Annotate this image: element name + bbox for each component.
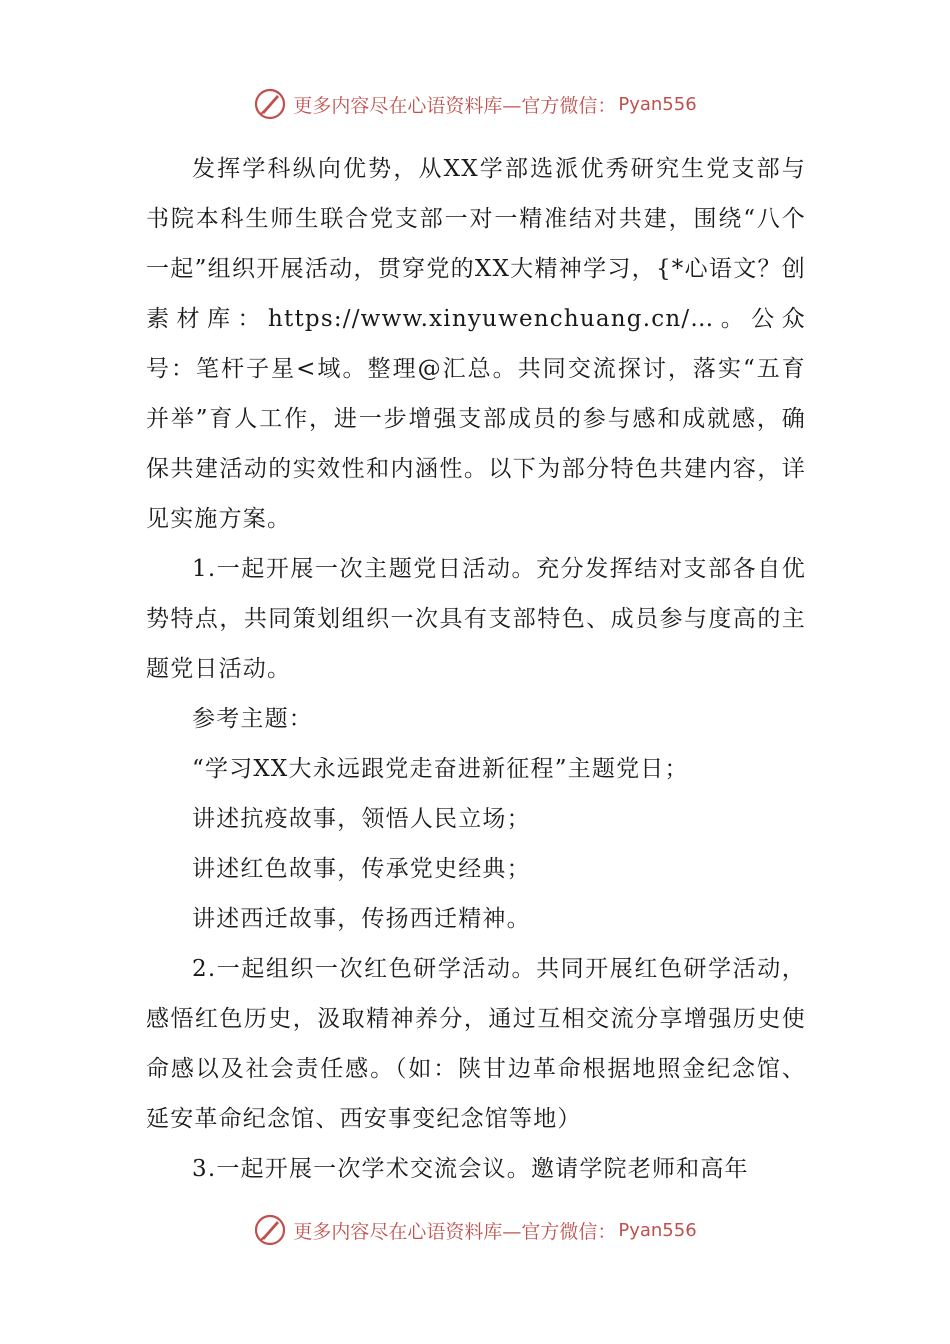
watermark-text: 更多内容尽在心语资料库—官方微信：	[293, 94, 617, 117]
paragraph-reference-3: 讲述红色故事，传承党史经典；	[192, 856, 531, 882]
paragraph-reference-1: “学习XX大永远跟党走奋进新征程”主题党日；	[192, 756, 689, 782]
paragraph-reference-heading: 参考主题：	[192, 706, 313, 732]
footer-watermark	[0, 1210, 950, 1250]
header-watermark	[0, 84, 950, 124]
quill-logo-icon	[253, 87, 287, 121]
paragraph-reference-4: 讲述西迁故事，传扬西迁精神。	[192, 906, 531, 932]
paragraph-item-2: 2.一起组织一次红色研学活动。共同开展红色研学活动，感悟红色历史，汲取精神养分，通过互相交流分享增强历史使命感以及社会责任感。（如：陕甘边革命根据地照金纪念馆、延安革命纪念馆、西安事变纪念馆等地）	[146, 956, 806, 1132]
watermark-id: Pyan556	[618, 93, 697, 115]
quill-logo-icon	[253, 1213, 287, 1247]
watermark-text: 更多内容尽在心语资料库—官方微信：	[293, 1220, 617, 1243]
paragraph-item-3: 3.一起开展一次学术交流会议。邀请学院老师和高年	[192, 1156, 749, 1182]
paragraph-item-1: 1.一起开展一次主题党日活动。充分发挥结对支部各自优势特点，共同策划组织一次具有支部特色、成员参与度高的主题党日活动。	[146, 556, 806, 682]
document-body	[146, 144, 806, 1194]
watermark-id: Pyan556	[618, 1219, 697, 1241]
paragraph-intro: 发挥学科纵向优势，从XX学部选派优秀研究生党支部与书院本科生师生联合党支部一对一精准结对共建，围绕“八个一起”组织开展活动，贯穿党的XX大精神学习，{*心语文？创素材库：https://www.xinyuwenchuang.cn/…。公众号：笔杆子星<域。整理@汇总。共同交流探讨，落实“五育并举”育人工作，进一步增强支部成员的参与感和成就感，确保共建活动的实效性和内涵性。以下为部分特色共建内容，详见实施方案。	[146, 156, 806, 532]
paragraph-reference-2: 讲述抗疫故事，领悟人民立场；	[192, 806, 531, 832]
